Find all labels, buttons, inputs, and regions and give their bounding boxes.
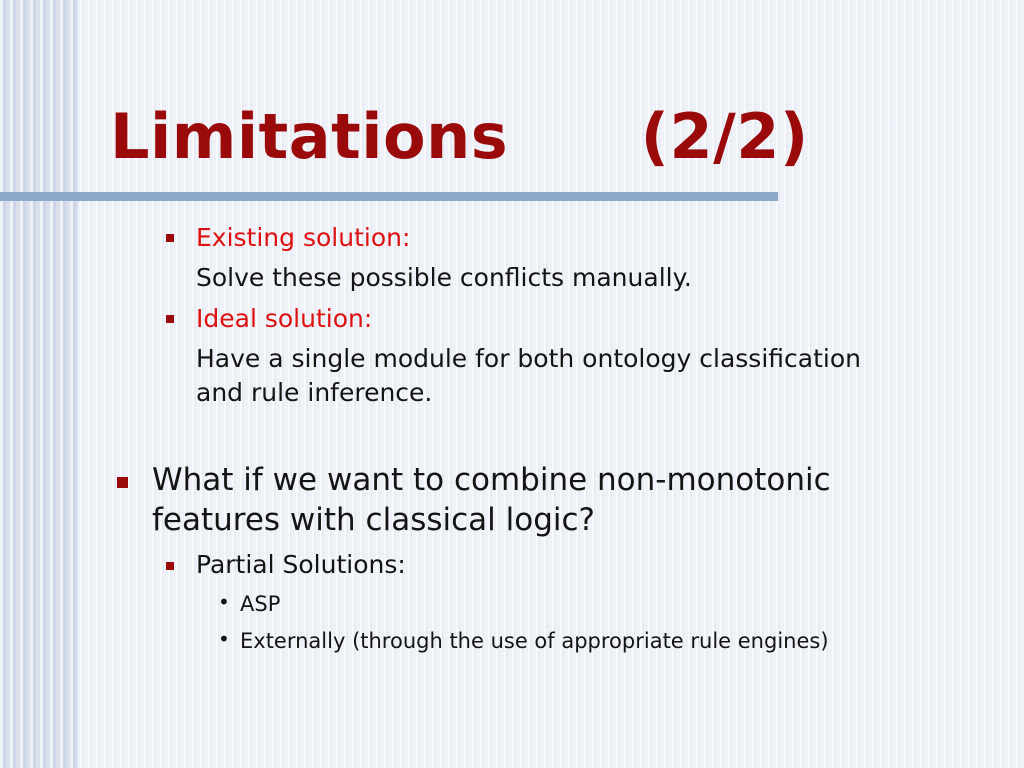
bullet-question-line2: features with classical logic? <box>152 502 595 538</box>
square-bullet-icon <box>166 315 174 323</box>
title-underline <box>0 192 778 201</box>
bullet-ideal-solution-detail-line1: Have a single module for both ontology classification <box>196 344 861 373</box>
round-bullet-icon: • <box>218 627 230 651</box>
square-bullet-icon <box>117 477 128 488</box>
left-decorative-strip <box>0 0 78 768</box>
square-bullet-icon <box>166 234 174 242</box>
square-bullet-icon <box>166 562 174 570</box>
bullet-ideal-solution: Ideal solution: <box>196 304 373 333</box>
bullet-externally: Externally (through the use of appropriate rule engines) <box>240 629 829 653</box>
bullet-existing-solution: Existing solution: <box>196 223 411 252</box>
bullet-question-line1: What if we want to combine non-monotonic <box>152 462 831 498</box>
bullet-ideal-solution-detail-line2: and rule inference. <box>196 378 433 407</box>
bullet-asp: ASP <box>240 592 281 616</box>
bullet-partial-solutions: Partial Solutions: <box>196 550 406 579</box>
round-bullet-icon: • <box>218 590 230 614</box>
slide-title: Limitations (2/2) <box>110 100 809 173</box>
bullet-existing-solution-detail: Solve these possible conflicts manually. <box>196 263 692 292</box>
